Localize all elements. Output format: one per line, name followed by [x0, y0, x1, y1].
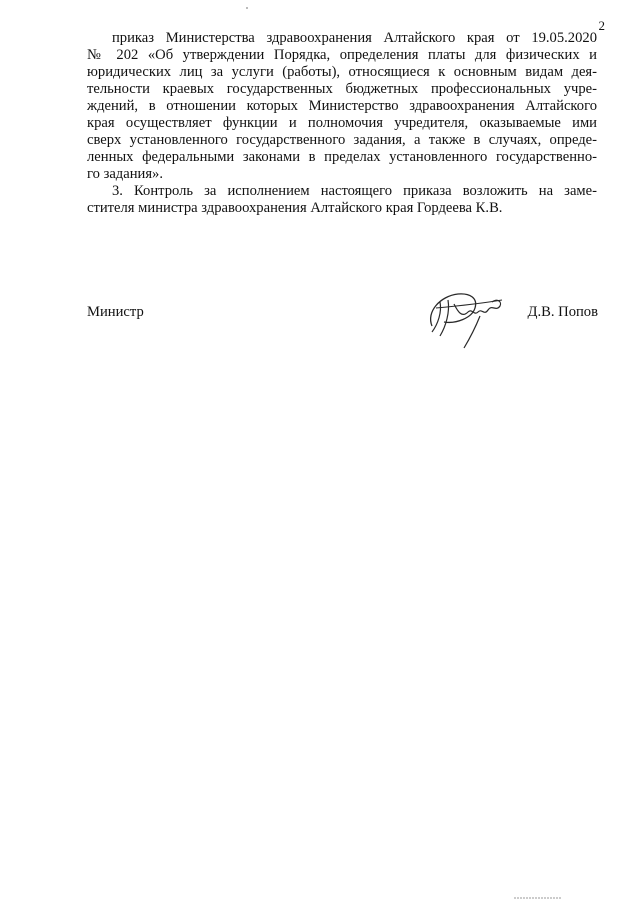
text-line: № 202 «Об утверждении Порядка, определения платы для физических и	[87, 47, 597, 63]
text-line: приказ Министерства здравоохранения Алтайского края от 19.05.2020	[112, 30, 597, 46]
signatory-title: Министр	[87, 304, 144, 320]
text-line: ждений, в отношении которых Министерство здравоохранения Алтайского	[87, 98, 597, 114]
text-line: 3. Контроль за исполнением настоящего приказа возложить на заме-	[112, 183, 597, 199]
text-line: юридических лиц за услуги (работы), относящиеся к основным видам дея-	[87, 64, 597, 80]
text-line: края осуществляет функции и полномочия учредителя, оказываемые ими	[87, 115, 597, 131]
signature-block	[0, 300, 640, 360]
text-line: ленных федеральными законами в пределах установленного государственно-	[87, 149, 597, 165]
page-number: 2	[598, 18, 605, 33]
scan-artifact	[514, 896, 562, 900]
text-line: сверх установленного государственного задания, а также в случаях, опреде-	[87, 132, 597, 148]
text-line: стителя министра здравоохранения Алтайского края Гордеева К.В.	[87, 200, 503, 216]
text-line: го задания».	[87, 166, 163, 182]
text-line: тельности краевых государственных бюджетных профессиональных учре-	[87, 81, 597, 97]
handwritten-signature	[418, 282, 518, 352]
signatory-name: Д.В. Попов	[527, 304, 598, 320]
scan-artifact	[246, 7, 248, 9]
